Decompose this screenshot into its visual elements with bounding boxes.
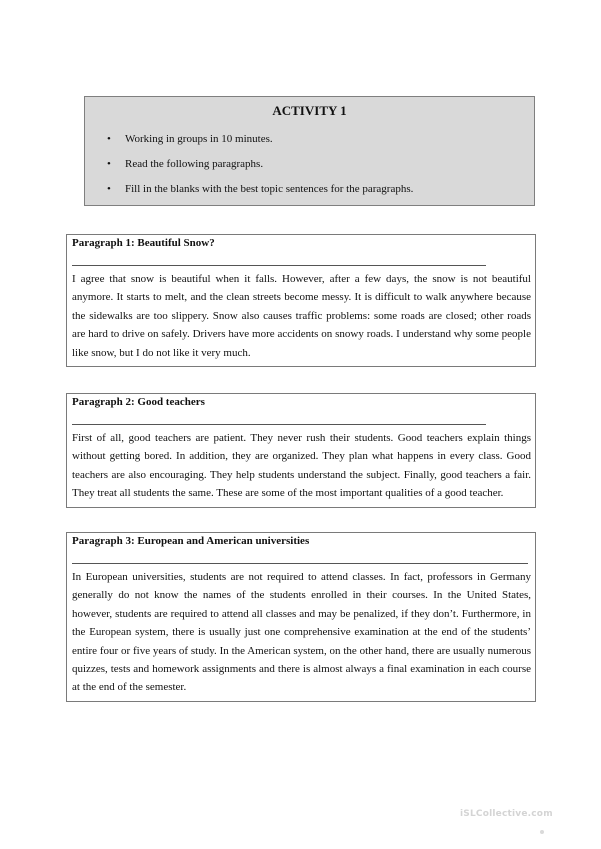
- paragraph-box-3: [66, 532, 536, 702]
- watermark-dot-icon: [540, 830, 544, 834]
- paragraph-title: Paragraph 2: Good teachers: [72, 396, 205, 408]
- list-item: [107, 158, 413, 183]
- instruction-text: Read the following paragraphs.: [125, 158, 264, 170]
- list-item: [107, 183, 413, 208]
- instruction-text: Fill in the blanks with the best topic sentences for the paragraphs.: [125, 183, 414, 195]
- topic-sentence-blank[interactable]: [72, 265, 486, 266]
- activity-box: [84, 96, 535, 206]
- activity-title: ACTIVITY 1: [272, 103, 347, 118]
- paragraph-text: First of all, good teachers are patient. They never rush their students. Good teachers explain things without getting bored. In addition, they are organized. They plan what happens in every class. Good teachers are also encouraging. They help students understand the subject. Finally, good teachers a fair. They treat all students the same. These are some of the most important qualities of a good teacher.: [72, 432, 531, 500]
- bullet-icon: •: [107, 133, 111, 145]
- paragraph-title: Paragraph 1: Beautiful Snow?: [72, 237, 215, 249]
- paragraph-title: Paragraph 3: European and American universities: [72, 535, 310, 547]
- paragraph-box-2: [66, 393, 536, 508]
- watermark-logo: iSLCollective.com: [460, 809, 553, 819]
- instruction-text: Working in groups in 10 minutes.: [125, 133, 273, 145]
- bullet-icon: •: [107, 158, 111, 170]
- topic-sentence-blank[interactable]: [72, 563, 528, 564]
- bullet-icon: •: [107, 183, 111, 195]
- instruction-list: [107, 133, 413, 208]
- topic-sentence-blank[interactable]: [72, 424, 486, 425]
- paragraph-text: I agree that snow is beautiful when it falls. However, after a few days, the snow is not beautiful anymore. It starts to melt, and the clean streets become messy. It is difficult to walk anywhere because the sidewalks are too slippery. Snow also causes traffic problems: some roads are closed; other roads are hard to drive on safely. Drivers have more accidents on snowy roads. I understand why some people like snow, but I do not like it very much.: [72, 273, 531, 359]
- list-item: [107, 133, 413, 158]
- paragraph-box-1: [66, 234, 536, 367]
- paragraph-text: In European universities, students are not required to attend classes. In fact, professors in Germany generally do not know the names of the students enrolled in their courses. In the United States, however, students are required to attend all classes and may be penalized, if they don’t. Furthermore, in the European system, there is usually just one comprehensive examination at the end of the students’ entire four or five years of study. In the American system, on the other hand, there are usually numerous quizzes, tests and homework assignments and there is almost always a final examination in each course at the end of the semester.: [72, 571, 531, 694]
